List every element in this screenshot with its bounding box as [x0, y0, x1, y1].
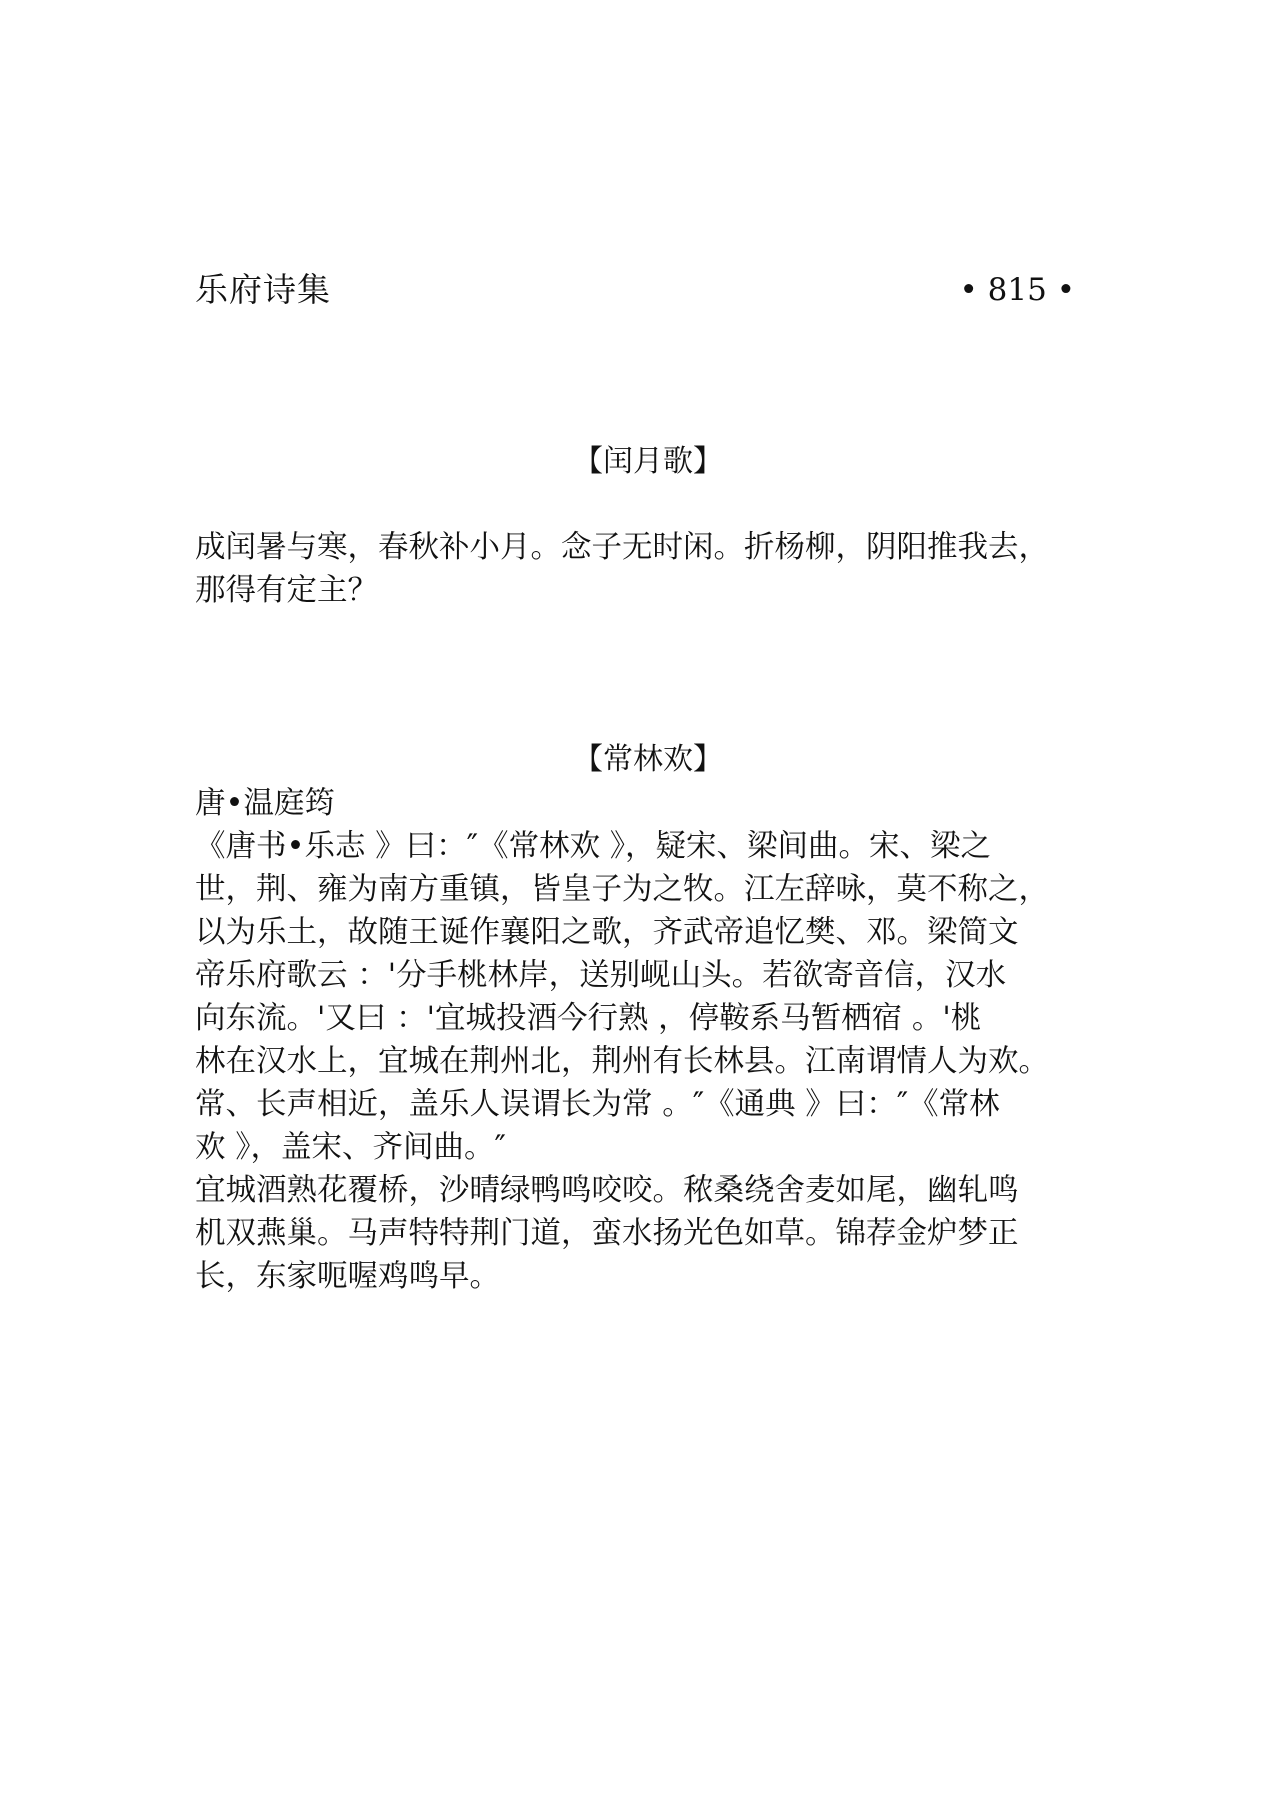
commentary-line: 向东流。'又曰 ：'宜城投酒今行熟 ，停鞍系马暂栖宿 。'桃 — [195, 1001, 982, 1036]
poem-line: 那得有定主？ — [195, 573, 378, 608]
section-heading-changlinhuan: 【常林欢】 — [573, 742, 723, 777]
commentary-line: 林在汉水上，宜城在荆州北，荆州有长林县。江南谓情人为欢。 — [195, 1044, 1049, 1079]
commentary-line: 常、长声相近，盖乐人误谓长为常 。″《通典 》曰：″《常林 — [195, 1087, 1000, 1122]
commentary-line: 欢 》，盖宋、齐间曲。″ — [195, 1130, 506, 1165]
poem-line: 成闰暑与寒，春秋补小月。念子无时闲。折杨柳，阴阳推我去， — [195, 530, 1049, 565]
poem-line: 宜城酒熟花覆桥，沙晴绿鸭鸣咬咬。秾桑绕舍麦如尾，幽轧鸣 — [195, 1173, 1019, 1208]
poem-line: 长，东家呃喔鸡鸣早。 — [195, 1259, 500, 1294]
commentary-changlinhuan — [195, 825, 1049, 1169]
poem-line: 机双燕巢。马声特特荆门道，蛮水扬光色如草。锦荐金炉梦正 — [195, 1216, 1019, 1251]
author-line — [195, 782, 335, 825]
page-number: • 815 • — [959, 272, 1075, 308]
page-header — [195, 268, 1075, 312]
poem-changlinhuan — [195, 1169, 1019, 1298]
commentary-line: 世，荆、雍为南方重镇，皆皇子为之牧。江左辞咏，莫不称之， — [195, 872, 1049, 907]
book-title: 乐府诗集 — [195, 270, 331, 309]
commentary-line: 以为乐土，故随王诞作襄阳之歌，齐武帝追忆樊、邓。梁简文 — [195, 915, 1019, 950]
section-heading-runyuege: 【闰月歌】 — [573, 444, 723, 479]
author: 唐•温庭筠 — [195, 786, 335, 821]
commentary-line: 帝乐府歌云 ：'分手桃林岸，送别岘山头。若欲寄音信，汉水 — [195, 958, 1007, 993]
commentary-line: 《唐书•乐志 》曰：″《常林欢 》，疑宋、梁间曲。宋、梁之 — [195, 829, 992, 864]
poem-runyuege — [195, 526, 1049, 612]
